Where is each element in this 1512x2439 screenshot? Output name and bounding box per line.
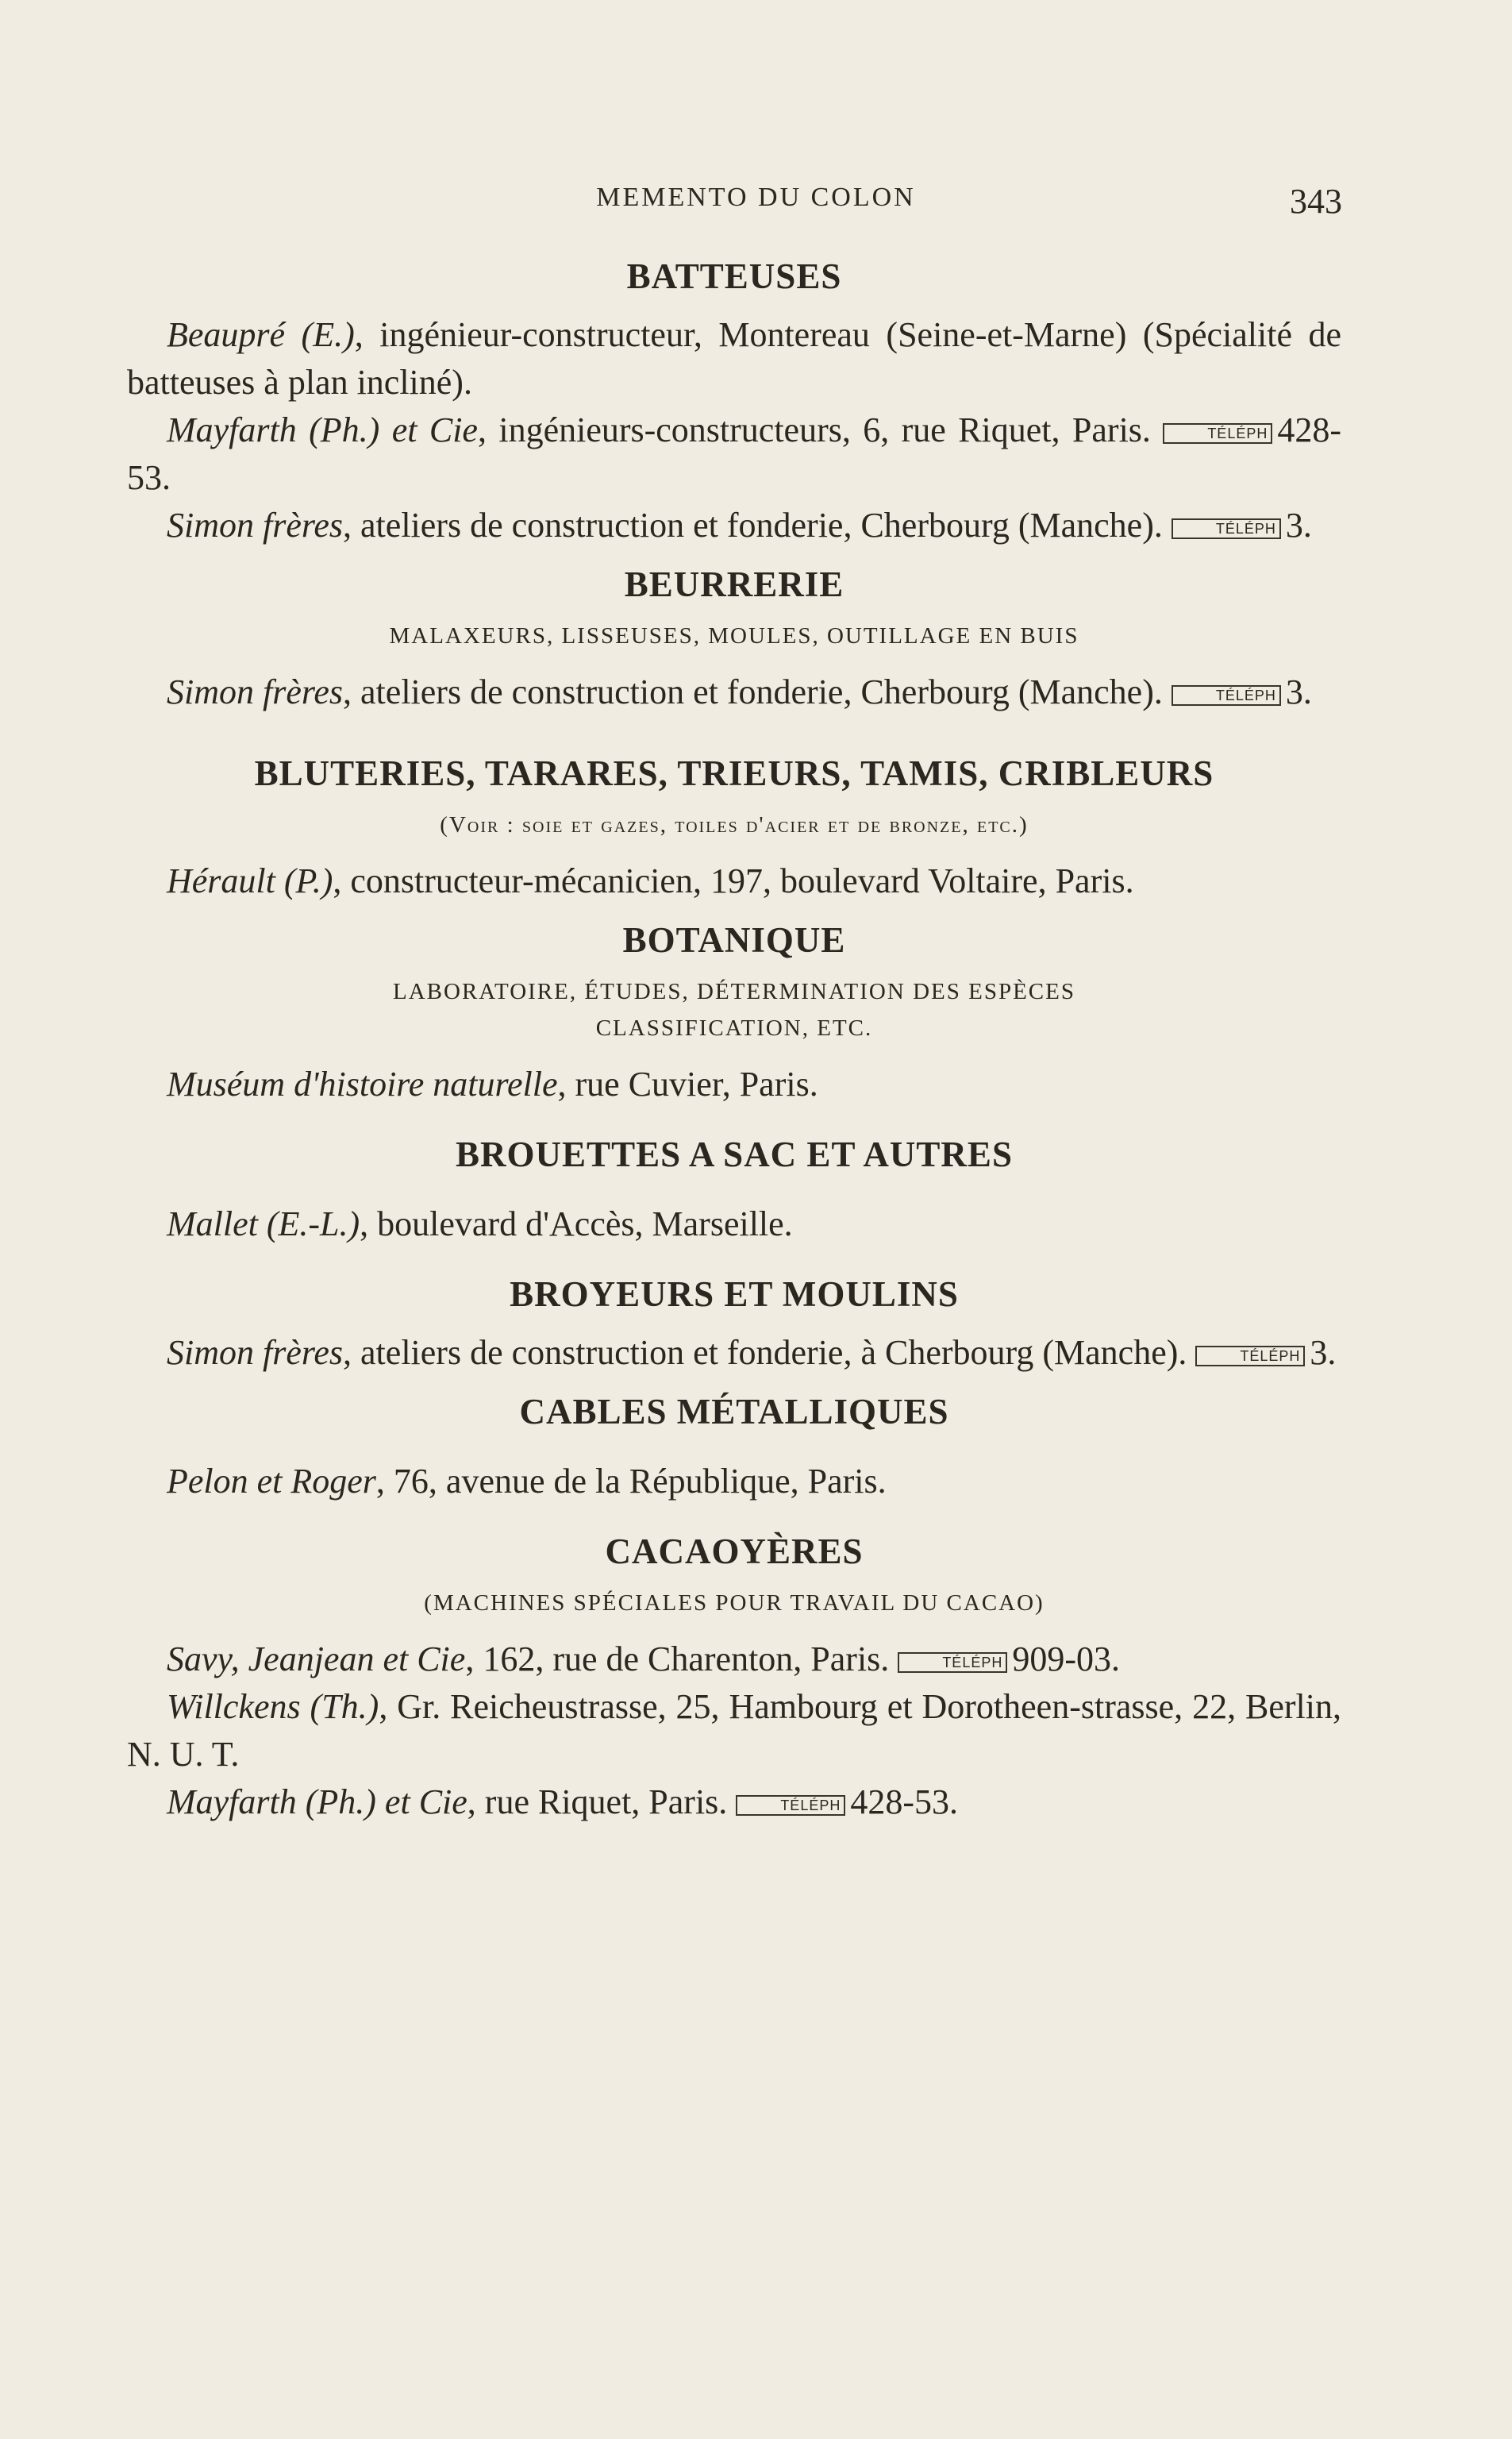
entry-text: , Gr. Reicheustrasse, 25, Hambourg et Dorotheen-strasse, 22, Berlin, N. U. T. <box>127 1687 1341 1774</box>
telephone-number: 3. <box>1310 1333 1337 1372</box>
section-title-brouettes: BROUETTES A SAC ET AUTRES <box>456 1135 1013 1174</box>
entry-name: Savy, Jeanjean et Cie <box>167 1639 466 1678</box>
entry-name: Simon frères <box>167 1333 344 1372</box>
entry-text: , 162, rue de Charenton, Paris. <box>465 1639 890 1678</box>
entry-text: , ingénieur-constructeur, Montereau (Seine-et-Marne) (Spécialité de batteuses à plan incliné). <box>127 315 1341 402</box>
entry-text: , constructeur-mécanicien, 197, boulevard Voltaire, Paris. <box>333 861 1134 900</box>
section-subtitle-continued: CLASSIFICATION, ETC. <box>595 1015 873 1041</box>
entry-museum <box>127 1061 1341 1108</box>
entry-name: Beaupré (E.) <box>167 315 355 354</box>
section-subtitle: LABORATOIRE, ÉTUDES, DÉTERMINATION DES ESPÈCES <box>393 979 1075 1004</box>
section-title-cables: CABLES MÉTALLIQUES <box>519 1392 949 1431</box>
entry-name: Hérault (P.) <box>167 861 333 900</box>
section-title-batteuses: BATTEUSES <box>626 256 842 296</box>
section-subtitle: MALAXEURS, LISSEUSES, MOULES, OUTILLAGE EN BUIS <box>389 623 1079 649</box>
section-title-bluteries: BLUTERIES, TARARES, TRIEURS, TAMIS, CRIBLEURS <box>254 753 1214 793</box>
telephone-badge: TÉLÉPH <box>1172 685 1281 706</box>
entry-text: , ingénieurs-constructeurs, 6, rue Riquet, Paris. <box>477 410 1151 449</box>
entry-name: Mayfarth (Ph.) et Cie <box>167 410 478 449</box>
page-number: 343 <box>1290 182 1342 221</box>
telephone-number: 3. <box>1285 506 1312 545</box>
telephone-number: 909-03. <box>1012 1639 1120 1678</box>
section-subtitle: (Voir : soie et gazes, toiles d'acier et de bronze, etc.) <box>440 812 1029 838</box>
entry-name: Muséum d'histoire naturelle <box>167 1065 558 1104</box>
entry-simon-freres <box>127 669 1341 716</box>
entry-name: Simon frères <box>167 672 344 711</box>
entry-text: , rue Cuvier, Paris. <box>557 1065 818 1104</box>
entry-mallet <box>127 1200 1341 1248</box>
telephone-badge: TÉLÉPH <box>1163 423 1272 444</box>
section-title-botanique: BOTANIQUE <box>622 920 846 960</box>
running-title: MEMENTO DU COLON <box>596 183 916 212</box>
telephone-number: 428-53. <box>850 1782 958 1821</box>
entry-simon-freres <box>127 502 1341 549</box>
entry-willckens <box>127 1683 1341 1778</box>
telephone-badge: TÉLÉPH <box>1172 518 1281 539</box>
running-head <box>0 181 1512 221</box>
telephone-number: 428-53. <box>127 410 1341 497</box>
entry-pelon-roger <box>127 1458 1341 1505</box>
entry-text: , boulevard d'Accès, Marseille. <box>360 1204 793 1243</box>
telephone-badge: TÉLÉPH <box>736 1795 845 1816</box>
entry-name: Pelon et Roger <box>167 1462 376 1501</box>
section-title-broyeurs: BROYEURS ET MOULINS <box>510 1274 959 1314</box>
entry-text: , rue Riquet, Paris. <box>467 1782 728 1821</box>
entry-herault <box>127 857 1341 905</box>
telephone-badge: TÉLÉPH <box>898 1652 1007 1673</box>
section-title-beurrerie: BEURRERIE <box>624 564 844 604</box>
page-content <box>127 252 1341 1826</box>
telephone-number: 3. <box>1285 672 1312 711</box>
entry-text: , 76, avenue de la République, Paris. <box>375 1462 887 1501</box>
entry-name: Simon frères <box>167 506 344 545</box>
entry-text: , ateliers de construction et fonderie, Cherbourg (Manche). <box>343 672 1163 711</box>
entry-simon-freres <box>127 1329 1341 1377</box>
section-title-cacaoyeres: CACAOYÈRES <box>605 1532 864 1571</box>
entry-text: , ateliers de construction et fonderie, Cherbourg (Manche). <box>343 506 1163 545</box>
entry-text: , ateliers de construction et fonderie, à Cherbourg (Manche). <box>343 1333 1187 1372</box>
entry-mayfarth <box>127 406 1341 502</box>
telephone-badge: TÉLÉPH <box>1195 1346 1305 1366</box>
entry-name: Willckens (Th.) <box>167 1687 379 1726</box>
entry-mayfarth <box>127 1778 1341 1826</box>
section-subtitle: (MACHINES SPÉCIALES POUR TRAVAIL DU CACAO) <box>424 1590 1045 1616</box>
entry-name: Mallet (E.-L.) <box>167 1204 360 1243</box>
entry-beaupre <box>127 311 1341 406</box>
entry-name: Mayfarth (Ph.) et Cie <box>167 1782 467 1821</box>
entry-savy-jeanjean <box>127 1636 1341 1683</box>
